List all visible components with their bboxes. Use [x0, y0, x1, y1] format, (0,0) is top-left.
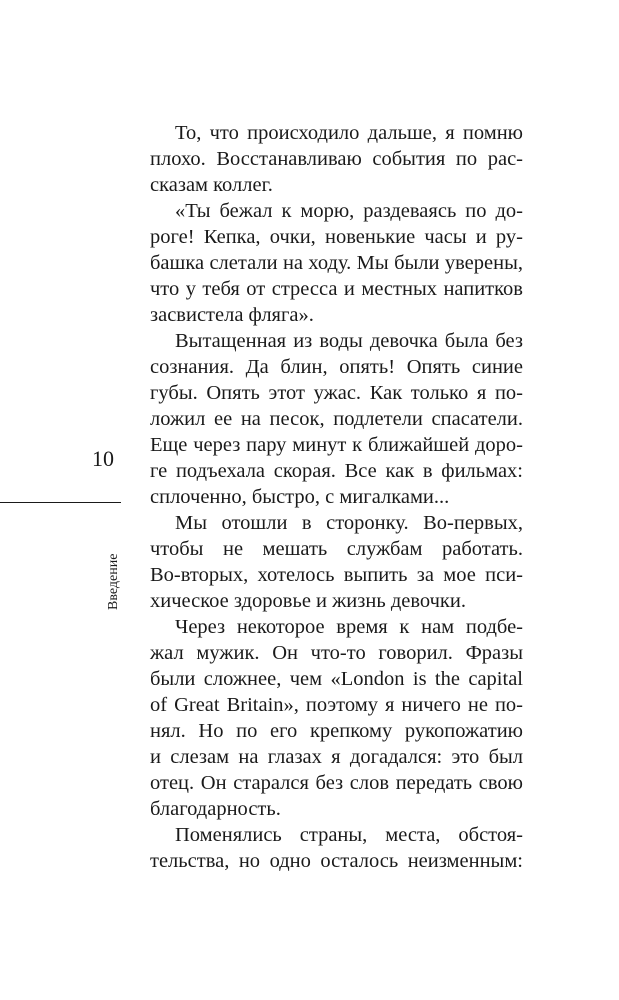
- text-line: губы. Опять этот ужас. Как только я по-: [150, 382, 523, 404]
- text-line: Вытащенная из воды девочка была без: [175, 330, 523, 352]
- text-line: ге подъехала скорая. Все как в фильмах:: [150, 460, 523, 482]
- text-line: Мы отошли в сторонку. Во-первых,: [175, 512, 523, 534]
- text-line: «Ты бежал к морю, раздеваясь по до-: [175, 200, 523, 222]
- text-line: тельства, но одно осталось неизменным:: [150, 850, 523, 872]
- section-label: Введение: [106, 553, 121, 610]
- paragraph: [150, 510, 523, 614]
- text-line: что у тебя от стресса и местных напитков: [150, 278, 523, 300]
- text-line: Во-вторых, хотелось выпить за мое пси-: [150, 564, 523, 586]
- text-line: сплоченно, быстро, с мигалками...: [150, 486, 450, 508]
- text-line: ложил ее на песок, подлетели спасатели.: [150, 408, 523, 430]
- text-line: Поменялись страны, места, обстоя-: [175, 824, 523, 846]
- paragraph: [150, 120, 523, 198]
- margin-rule: [0, 502, 121, 503]
- text-line: башка слетали на ходу. Мы были уверены,: [150, 252, 523, 274]
- text-line: роге! Кепка, очки, новенькие часы и ру-: [150, 226, 523, 248]
- text-line: чтобы не мешать службам работать.: [150, 538, 523, 560]
- text-body: [150, 120, 523, 874]
- paragraph: [150, 614, 523, 822]
- text-line: хическое здоровье и жизнь девочки.: [150, 590, 466, 612]
- text-line: жал мужик. Он что-то говорил. Фразы: [150, 642, 523, 664]
- text-line: засвистела фляга».: [150, 304, 314, 326]
- text-line: были сложнее, чем «London is the capital: [150, 668, 523, 690]
- text-line: нял. Но по его крепкому рукопожатию: [150, 720, 523, 742]
- text-line: плохо. Восстанавливаю события по рас-: [150, 148, 523, 170]
- paragraph: [150, 198, 523, 328]
- text-line: сознания. Да блин, опять! Опять синие: [150, 356, 523, 378]
- text-line: отец. Он старался без слов передать свою: [150, 772, 523, 794]
- text-line: Еще через пару минут к ближайшей доро-: [150, 434, 523, 456]
- text-line: То, что происходило дальше, я помню: [175, 122, 523, 144]
- text-line: благодарность.: [150, 798, 281, 820]
- text-line: Через некоторое время к нам подбе-: [175, 616, 523, 638]
- paragraph: [150, 328, 523, 510]
- text-line: of Great Britain», поэтому я ничего не по-: [150, 694, 523, 716]
- text-line: сказам коллег.: [150, 174, 273, 196]
- text-line: и слезам на глазах я догадался: это был: [150, 746, 523, 768]
- page-number: 10: [92, 446, 114, 471]
- paragraph: [150, 822, 523, 874]
